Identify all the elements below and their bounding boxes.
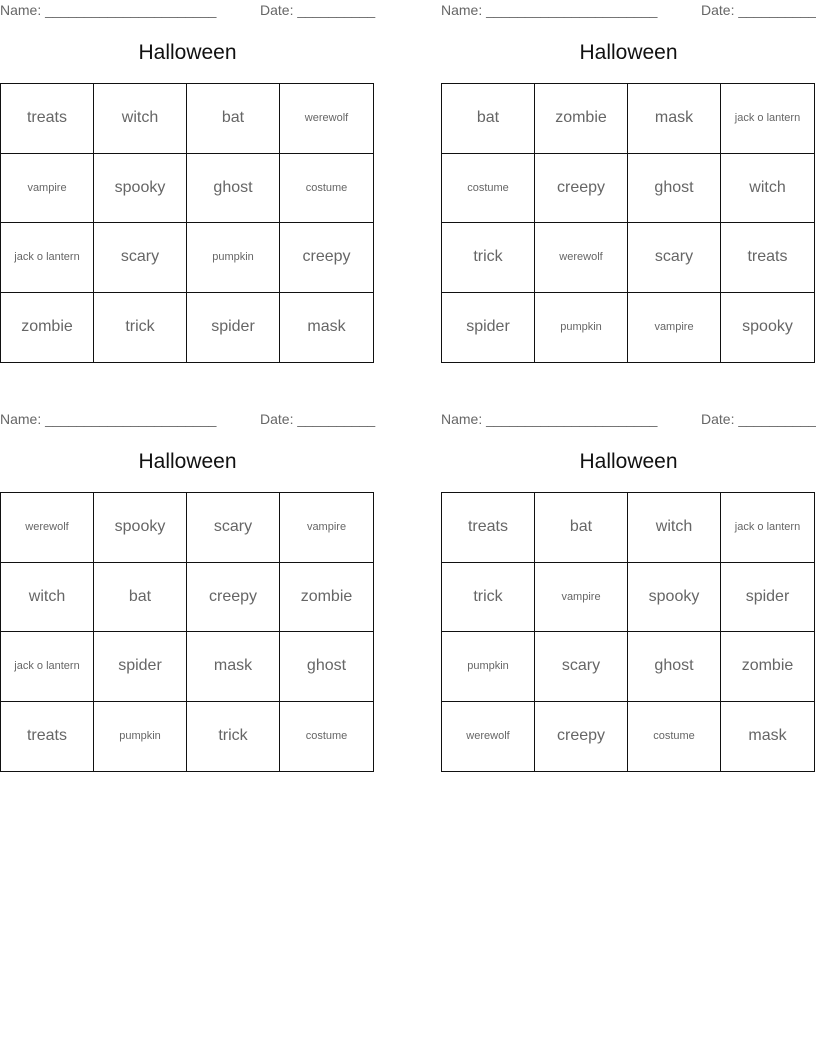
bingo-cell: scary [535, 632, 628, 702]
bingo-card [0, 0, 375, 365]
card-title: Halloween [138, 450, 237, 473]
bingo-cell: costume [280, 154, 373, 224]
bingo-cell: trick [442, 223, 535, 293]
bingo-cell: scary [187, 493, 280, 563]
bingo-cell: trick [187, 702, 280, 772]
bingo-grid [0, 83, 374, 363]
card-header [0, 2, 375, 18]
bingo-cell: mask [628, 84, 721, 154]
bingo-cell: witch [628, 493, 721, 563]
bingo-cell: mask [187, 632, 280, 702]
bingo-cell: ghost [628, 154, 721, 224]
bingo-cell: werewolf [1, 493, 94, 563]
bingo-cell: jack o lantern [721, 84, 814, 154]
name-field[interactable]: Name: ______________________ [0, 2, 217, 18]
name-field[interactable]: Name: ______________________ [441, 2, 658, 18]
bingo-cell: mask [307, 318, 346, 336]
bingo-cell: werewolf [280, 84, 373, 154]
card-title: Halloween [579, 450, 678, 473]
bingo-cell: treats [1, 702, 94, 772]
date-field[interactable]: Date: __________ [701, 411, 816, 427]
bingo-cell: treats [1, 84, 94, 154]
name-field[interactable]: Name: ______________________ [0, 411, 217, 427]
bingo-cell: bat [187, 84, 280, 154]
bingo-cell: bat [442, 84, 535, 154]
bingo-cell: treats [721, 223, 814, 293]
bingo-cell: spooky [94, 154, 187, 224]
date-field[interactable]: Date: __________ [260, 2, 376, 18]
bingo-cell: vampire [628, 293, 721, 363]
bingo-cell: spider [442, 293, 535, 363]
bingo-cell: pumpkin [94, 702, 187, 772]
bingo-cell: witch [721, 154, 814, 224]
card-title: Halloween [138, 41, 237, 64]
bingo-cell: vampire [1, 154, 94, 224]
bingo-cell: creepy [535, 154, 628, 224]
bingo-cell: witch [94, 84, 187, 154]
bingo-cell: spooky [628, 563, 721, 633]
card-header [0, 411, 375, 427]
bingo-cell: trick [442, 563, 535, 633]
card-title: Halloween [579, 41, 678, 64]
bingo-cell: jack o lantern [721, 493, 814, 563]
bingo-cell: vampire [535, 563, 628, 633]
bingo-grid [441, 83, 815, 363]
bingo-card [441, 409, 816, 774]
date-field[interactable]: Date: __________ [260, 411, 376, 427]
bingo-cell: creepy [535, 702, 628, 772]
name-field[interactable]: Name: ______________________ [441, 411, 658, 427]
bingo-cell: ghost [280, 632, 373, 702]
bingo-cell: scary [94, 223, 187, 293]
bingo-grid [441, 492, 815, 772]
bingo-cell: spooky [94, 493, 187, 563]
bingo-cell: jack o lantern [1, 223, 94, 293]
card-header [441, 2, 816, 18]
bingo-cell: jack o lantern [1, 632, 94, 702]
bingo-cell: treats [442, 493, 535, 563]
bingo-cell: witch [1, 563, 94, 633]
card-header [441, 411, 816, 427]
bingo-card [0, 409, 375, 774]
bingo-cell: creepy [187, 563, 280, 633]
bingo-cell: bat [535, 493, 628, 563]
bingo-cell: spider [187, 293, 280, 363]
bingo-cell: creepy [280, 223, 373, 293]
bingo-cell: vampire [280, 493, 373, 563]
bingo-cell: werewolf [535, 223, 628, 293]
bingo-cell: zombie [721, 632, 814, 702]
bingo-cell: pumpkin [535, 293, 628, 363]
bingo-cell: costume [628, 702, 721, 772]
bingo-cell: spooky [742, 318, 793, 336]
bingo-cell: spider [721, 563, 814, 633]
bingo-cell: mask [748, 727, 787, 745]
bingo-cell: spider [94, 632, 187, 702]
bingo-cell: costume [305, 730, 348, 743]
bingo-cell: zombie [280, 563, 373, 633]
bingo-cell: werewolf [442, 702, 535, 772]
bingo-cell: bat [94, 563, 187, 633]
bingo-cell: zombie [535, 84, 628, 154]
bingo-card [441, 0, 816, 365]
bingo-cell: zombie [1, 293, 94, 363]
bingo-cell: pumpkin [187, 223, 280, 293]
date-field[interactable]: Date: __________ [701, 2, 816, 18]
bingo-cell: costume [442, 154, 535, 224]
bingo-cell: ghost [187, 154, 280, 224]
bingo-grid [0, 492, 374, 772]
bingo-cell: trick [94, 293, 187, 363]
bingo-cell: ghost [628, 632, 721, 702]
bingo-cell: scary [628, 223, 721, 293]
bingo-cell: pumpkin [442, 632, 535, 702]
